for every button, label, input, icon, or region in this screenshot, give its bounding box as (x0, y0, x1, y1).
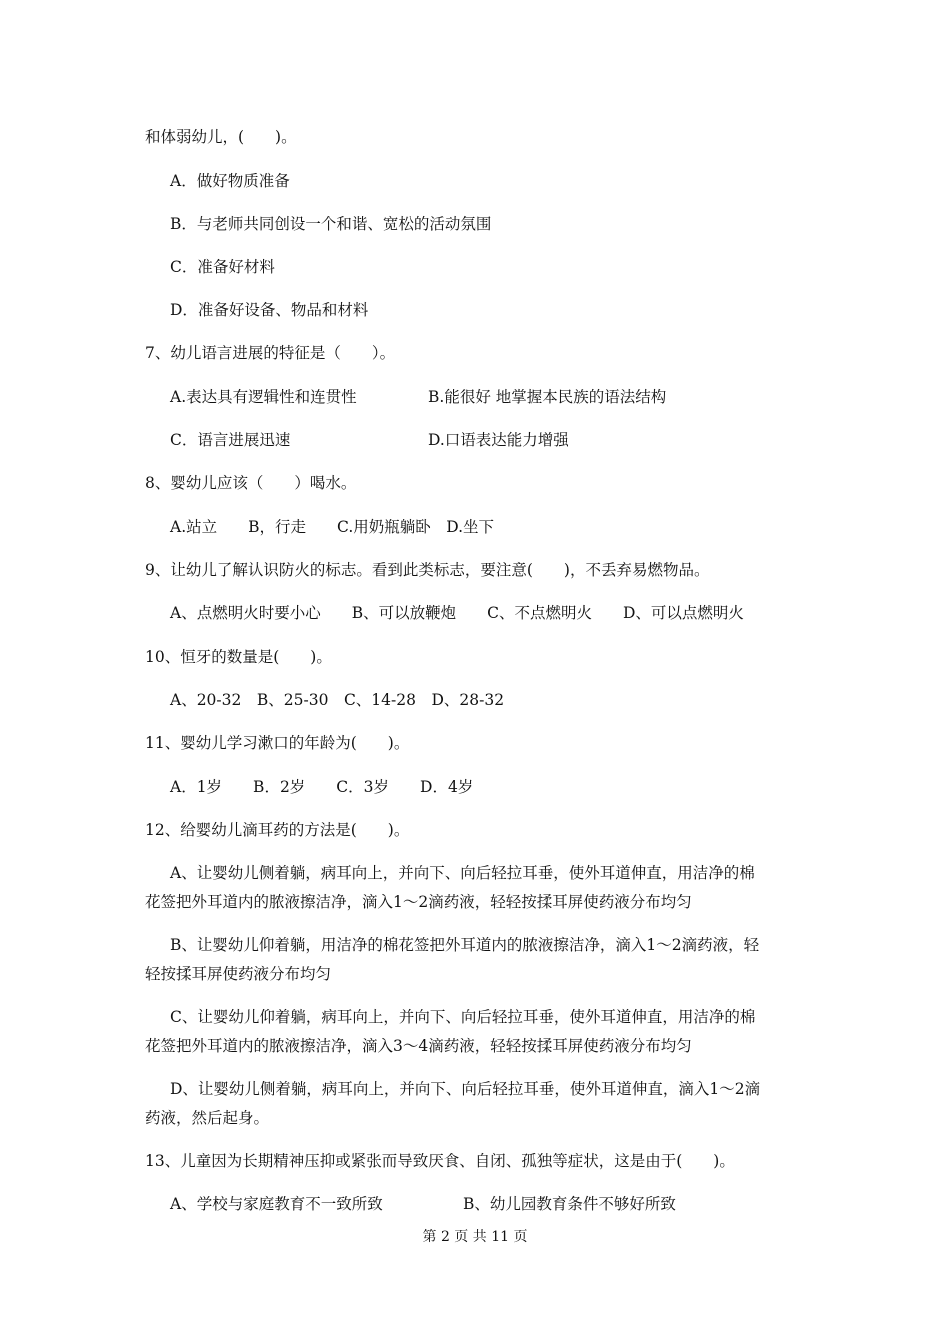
option-d: D.口语表达能力增强 (428, 431, 569, 449)
option-b: B、让婴幼儿仰着躺，用洁净的棉花签把外耳道内的脓液擦洁净，滴入1～2滴药液，轻 (170, 936, 760, 954)
option-b: B、幼儿园教育条件不够好所致 (463, 1195, 676, 1213)
question-9: 9、让幼儿了解认识防火的标志。看到此类标志，要注意( )，不丢弃易燃物品。 (145, 561, 710, 579)
option-a: A．做好物质准备 (170, 172, 290, 190)
question-13: 13、儿童因为长期精神压抑或紧张而导致厌食、自闭、孤独等症状，这是由于( )。 (145, 1152, 735, 1170)
option-c-continued: 花签把外耳道内的脓液擦洁净，滴入3～4滴药液，轻轻按揉耳屏使药液分布均匀 (145, 1037, 692, 1055)
question-12: 12、给婴幼儿滴耳药的方法是( )。 (145, 821, 410, 839)
option-d: D．准备好设备、物品和材料 (170, 301, 369, 319)
options-row: A.站立 B，行走 C.用奶瓶躺卧 D.坐下 (170, 518, 495, 536)
option-d-continued: 药液，然后起身。 (145, 1109, 270, 1127)
question-7: 7、幼儿语言进展的特征是（ ）。 (145, 344, 396, 362)
option-a: A.表达具有逻辑性和连贯性 (170, 388, 357, 406)
option-c: C．准备好材料 (170, 258, 275, 276)
options-row: A、点燃明火时要小心 B、可以放鞭炮 C、不点燃明火 D、可以点燃明火 (170, 604, 744, 622)
options-row: A．1岁 B．2岁 C．3岁 D．4岁 (170, 778, 474, 796)
page-footer: 第 2 页 共 11 页 (422, 1229, 528, 1245)
option-b: B.能很好 地掌握本民族的语法结构 (428, 388, 667, 406)
option-c: C．语言进展迅速 (170, 431, 291, 449)
option-b: B．与老师共同创设一个和谐、宽松的活动氛围 (170, 215, 492, 233)
question-10: 10、恒牙的数量是( )。 (145, 648, 332, 666)
text-line: 和体弱幼儿，( )。 (145, 128, 297, 146)
option-b-continued: 轻按揉耳屏使药液分布均匀 (145, 965, 332, 983)
option-d: D、让婴幼儿侧着躺，病耳向上，并向下、向后轻拉耳垂，使外耳道伸直，滴入1～2滴 (170, 1080, 761, 1098)
option-a-continued: 花签把外耳道内的脓液擦洁净，滴入1～2滴药液，轻轻按揉耳屏使药液分布均匀 (145, 893, 692, 911)
option-c: C、让婴幼儿仰着躺，病耳向上，并向下、向后轻拉耳垂，使外耳道伸直，用洁净的棉 (170, 1008, 756, 1026)
option-a: A、学校与家庭教育不一致所致 (170, 1195, 383, 1213)
option-a: A、让婴幼儿侧着躺，病耳向上，并向下、向后轻拉耳垂，使外耳道伸直，用洁净的棉 (170, 864, 755, 882)
question-11: 11、婴幼儿学习漱口的年龄为( )。 (145, 734, 410, 752)
question-8: 8、婴幼儿应该（ ）喝水。 (145, 474, 357, 492)
options-row: A、20-32 B、25-30 C、14-28 D、28-32 (170, 691, 505, 709)
